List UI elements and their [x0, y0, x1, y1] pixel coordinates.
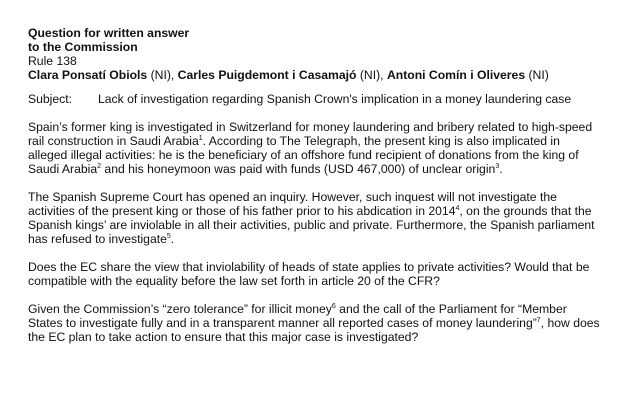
paragraph-2: The Spanish Supreme Court has opened an inquiry. However, such inquest will not investigate the activities of the present king or those of his father prior to his abdication in 2014$^4$, on the grounds that the Spanish kings’ are inviolable in all their activities, public and private. Furthermore, the Spanish parliament has refused to investigate$^5$. [28, 190, 595, 246]
footnote-marker: 5 [166, 232, 171, 240]
subject-line [28, 92, 602, 106]
header-line-1: Question for written answer [28, 26, 190, 40]
footnote-marker: 6 [331, 302, 336, 310]
header-line-2: to the Commission [28, 40, 138, 54]
footnote-marker: 4 [455, 204, 460, 212]
author-group: (NI), [356, 68, 387, 82]
footnote-marker: 7 [536, 316, 541, 324]
paragraph-1: Spain’s former king is investigated in Switzerland for money laundering and bribery related to high-speed rail construction in Saudi Arabia$^1$. According to The Telegraph, the present king is also implicated in alleged illegal activities: he is the beneficiary of an offshore fund recipient of donations from the king of Saudi Arabia$^2$ and his honeymoon was paid with funds (USD 467,000) of unclear origin$^3$. [28, 120, 593, 176]
paragraph-3: Does the EC share the view that inviolability of heads of state applies to private activities? Would that be compatible with the equality before the law set forth in article 20 of the CFR? [28, 260, 590, 288]
subject-label: Subject: [28, 92, 73, 106]
author-group: (NI) [525, 68, 549, 82]
author-name: Antoni Comín i Oliveres [386, 68, 526, 82]
author-name: Carles Puigdemont i Casamajó [177, 68, 357, 82]
footnote-marker: 3 [495, 162, 500, 170]
authors-line [28, 68, 602, 82]
author-group: (NI), [147, 68, 178, 82]
author-name: Clara Ponsatí Obiols [28, 68, 148, 82]
footnote-marker: 1 [198, 134, 203, 142]
document-header [28, 26, 602, 68]
subject-text: Lack of investigation regarding Spanish Crown's implication in a money laundering case [98, 92, 572, 106]
footnote-marker: 2 [97, 162, 102, 170]
rule-number: Rule 138 [28, 54, 77, 68]
paragraph-4: Given the Commission’s “zero tolerance” for illicit money$^6$ and the call of the Parliament for “Member States to investigate fully and in a transparent manner all reported cases of money laundering”$^7$, how does the EC plan to take action to ensure that this major case is investigated? [28, 302, 600, 344]
